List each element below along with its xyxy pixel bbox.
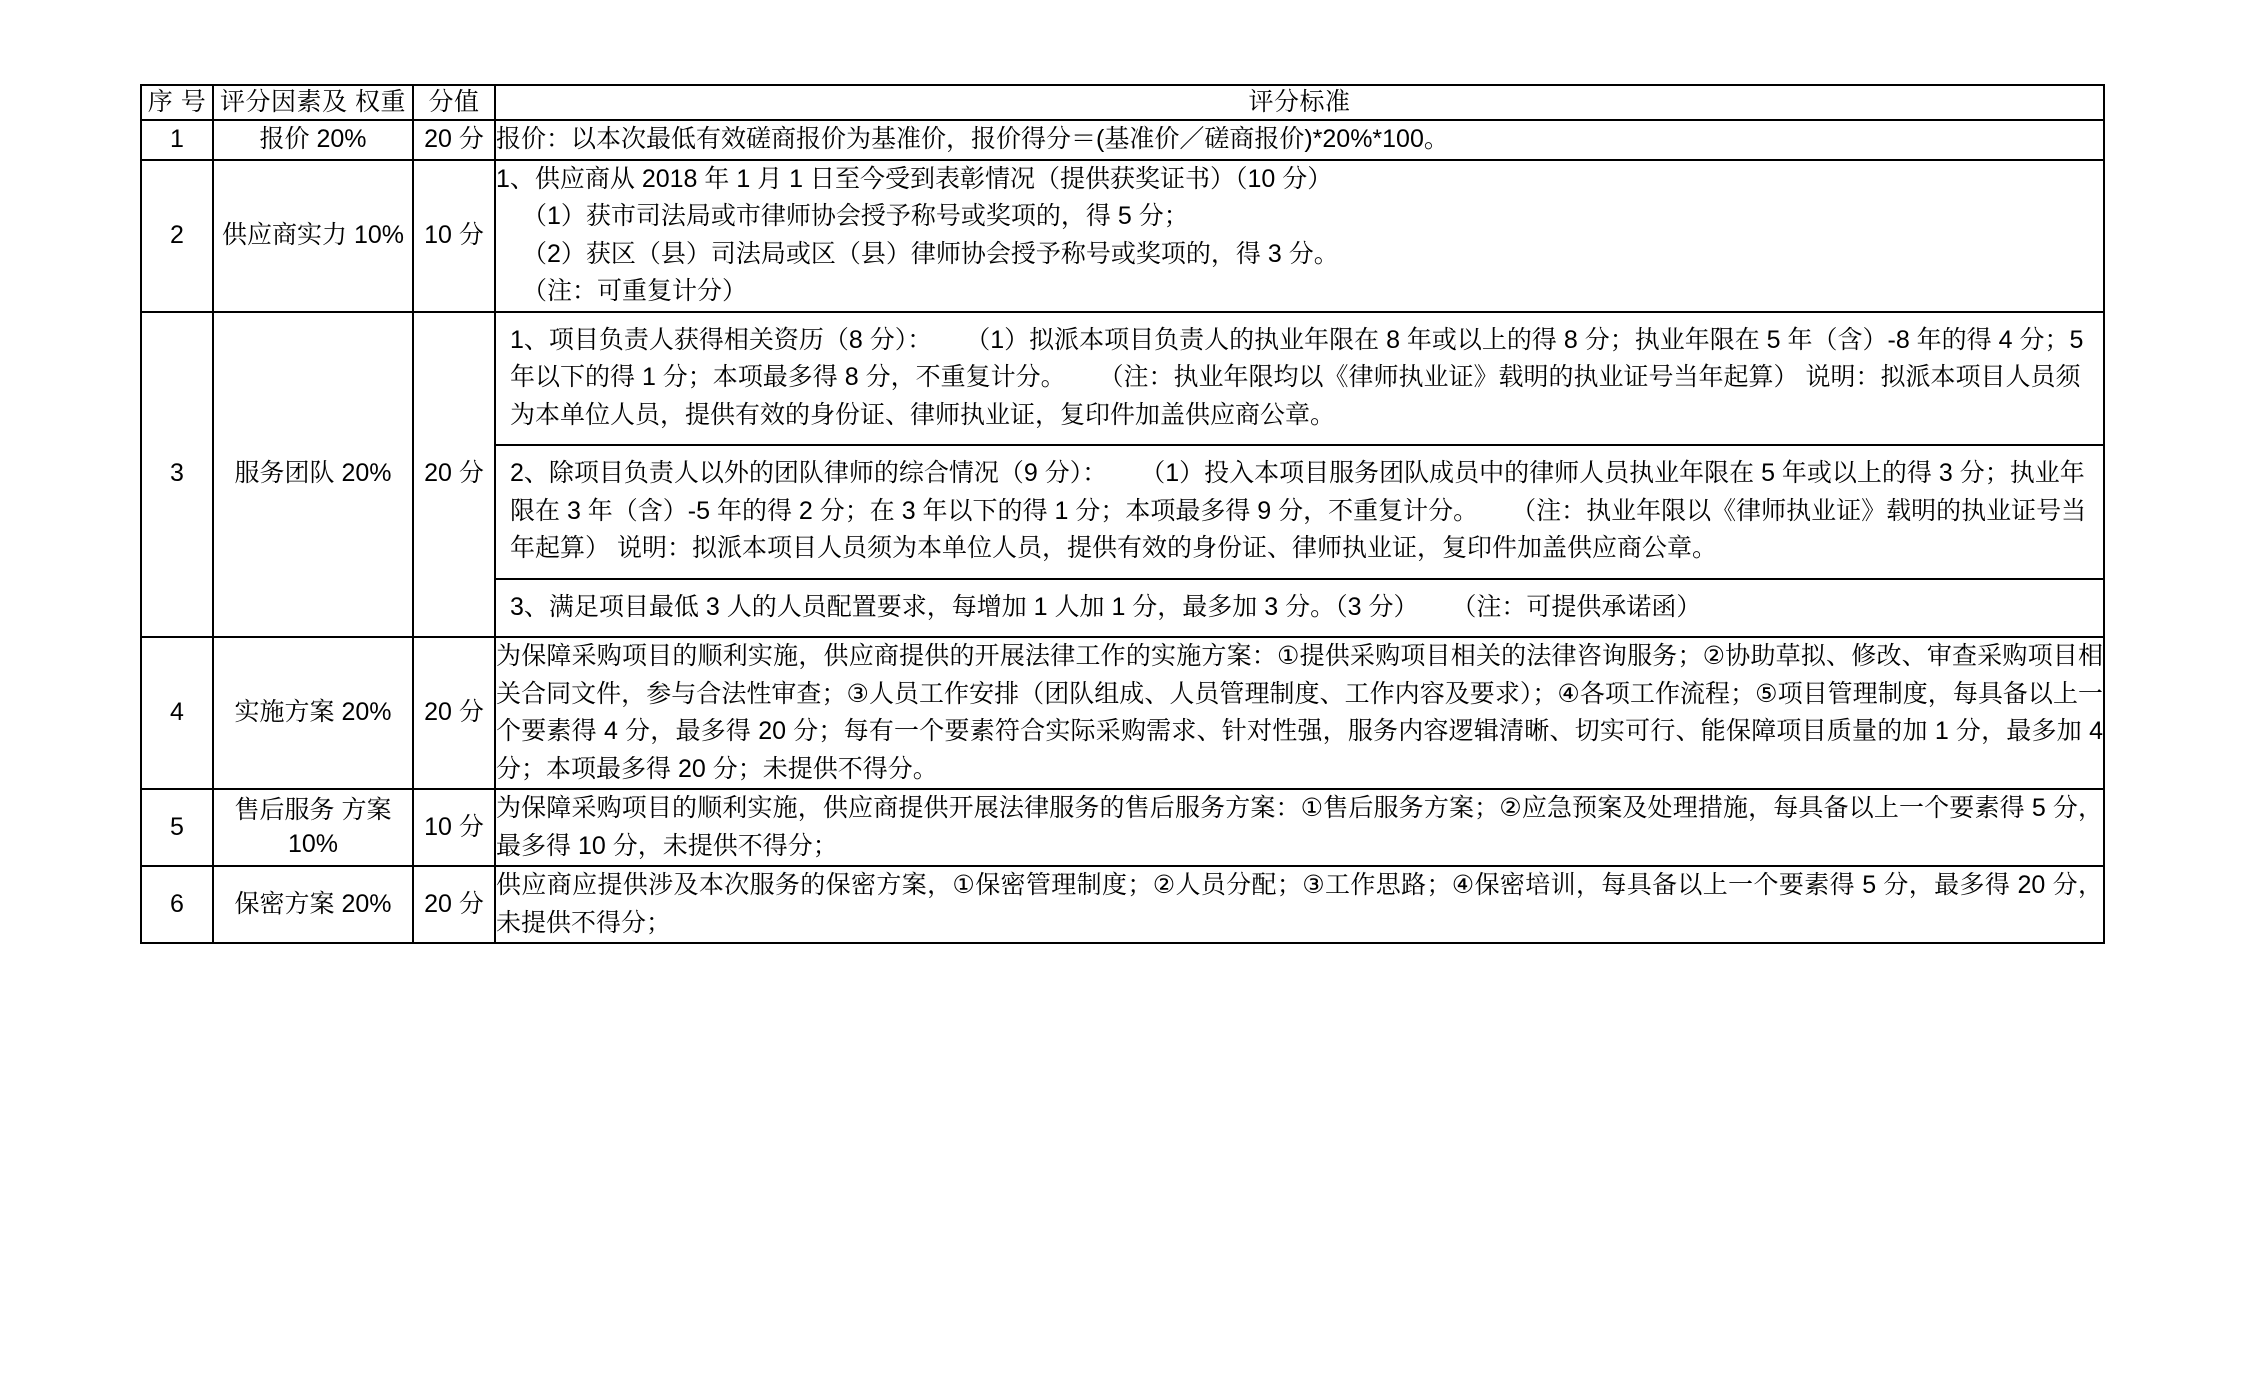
sub-block-content: 2、除项目负责人以外的团队律师的综合情况（9 分）： （1）投入本项目服务团队成员中的律师人员执业年限在 5 年或以上的得 3 分；执业年限在 3 年（含）-5 年的得 2 分；在 3 年以下的得 1 分；本项最多得 9 分，不重复计分。 （注：执业年限以《律师执业证》载明的执业证号当年起算） 说明：拟派本项目人员须为本单位人员，提供有效的身份证、律师执业证，复印件加盖供应商公章。: [496, 445, 2103, 579]
row-score: 20 分: [413, 637, 495, 789]
table-row: [141, 789, 2104, 866]
sub-block-table: [496, 313, 2103, 637]
row-factor: 保密方案 20%: [213, 866, 413, 943]
row-standard: 为保障采购项目的顺利实施，供应商提供的开展法律工作的实施方案：①提供采购项目相关的法律咨询服务；②协助草拟、修改、审查采购项目相关合同文件，参与合法性审查；③人员工作安排（团队组成、人员管理制度、工作内容及要求）；④各项工作流程；⑤项目管理制度，每具备以上一个要素得 4 分，最多得 20 分；每有一个要素符合实际采购需求、针对性强，服务内容逻辑清晰、切实可行、能保障项目质量的加 1 分，最多加 4 分；本项最多得 20 分；未提供不得分。: [495, 637, 2104, 789]
header-factor-weight: 评分因素及 权重: [213, 85, 413, 120]
row-factor: 供应商实力 10%: [213, 160, 413, 312]
header-score-value: 分值: [413, 85, 495, 120]
row-score: 10 分: [413, 160, 495, 312]
row-factor: 实施方案 20%: [213, 637, 413, 789]
scoring-criteria-table: [140, 84, 2105, 944]
table-row: [141, 637, 2104, 789]
row-seq: 2: [141, 160, 213, 312]
sub-block: [496, 579, 2103, 637]
row-standard: 报价：以本次最低有效磋商报价为基准价，报价得分＝(基准价／磋商报价)*20%*100。: [495, 120, 2104, 160]
table-row: [141, 866, 2104, 943]
sub-block-content: 3、满足项目最低 3 人的人员配置要求，每增加 1 人加 1 分，最多加 3 分。（3 分） （注：可提供承诺函）: [510, 592, 1702, 621]
table-row: [141, 160, 2104, 312]
sub-block: [496, 313, 2103, 446]
header-scoring-standard: 评分标准: [495, 85, 2104, 120]
sub-block: [496, 445, 2103, 579]
row-seq: 5: [141, 789, 213, 866]
row-seq: 3: [141, 312, 213, 638]
row-standard: [495, 312, 2104, 638]
row-factor: 服务团队 20%: [213, 312, 413, 638]
row-score: 20 分: [413, 866, 495, 943]
row-seq: 4: [141, 637, 213, 789]
row-standard: 1、供应商从 2018 年 1 月 1 日至今受到表彰情况（提供获奖证书）（10 分） （1）获市司法局或市律师协会授予称号或奖项的，得 5 分； （2）获区（县）司法局或区（县）律师协会授予称号或奖项的，得 3 分。 （注：可重复计分）: [495, 160, 2104, 312]
header-seq: 序 号: [141, 85, 213, 120]
row-factor: 报价 20%: [213, 120, 413, 160]
row-standard: 为保障采购项目的顺利实施，供应商提供开展法律服务的售后服务方案：①售后服务方案；②应急预案及处理措施，每具备以上一个要素得 5 分，最多得 10 分，未提供不得分；: [495, 789, 2104, 866]
row-seq: 1: [141, 120, 213, 160]
row-seq: 6: [141, 866, 213, 943]
row-score: 20 分: [413, 312, 495, 638]
table-header-row: [141, 85, 2104, 120]
row-score: 20 分: [413, 120, 495, 160]
table-row: [141, 120, 2104, 160]
row-score: 10 分: [413, 789, 495, 866]
row-factor: 售后服务 方案 10%: [213, 789, 413, 866]
sub-block-content: 1、项目负责人获得相关资历（8 分）： （1）拟派本项目负责人的执业年限在 8 年或以上的得 8 分；执业年限在 5 年（含）-8 年的得 4 分；5 年以下的得 1 分；本项最多得 8 分，不重复计分。 （注：执业年限均以《律师执业证》载明的执业证号当年起算） 说明：拟派本项目人员须为本单位人员，提供有效的身份证、律师执业证，复印件加盖供应商公章。: [496, 313, 2103, 446]
row-standard: 供应商应提供涉及本次服务的保密方案，①保密管理制度；②人员分配；③工作思路；④保密培训，每具备以上一个要素得 5 分，最多得 20 分，未提供不得分；: [495, 866, 2104, 943]
table-row: [141, 312, 2104, 638]
